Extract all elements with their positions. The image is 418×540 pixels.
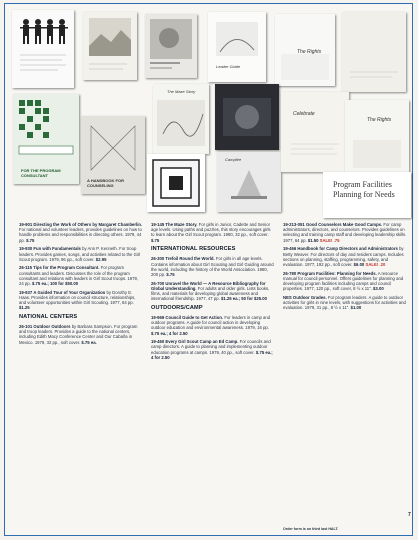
catalog-entry <box>283 222 409 243</box>
item-title: Handbook for Camp Directors and Administrators <box>297 246 398 252</box>
cover-campfire <box>217 152 281 212</box>
item-price: $1.25 ea.; 50 for $25.00 <box>220 296 268 302</box>
cover-celebrate <box>281 92 349 172</box>
item-title: Unravel the World — A Resource Bibliography for Global Understanding. <box>151 280 266 291</box>
item-price: $.75 ea.; 4 for 2.50 <box>151 330 188 336</box>
catalog-entry <box>19 246 143 262</box>
item-description: by Barbara Sampson. For program and troop leaders. Provides a guide to the national centers, including Edith Macy Conference Center and Our Cabaña in Mexico. 1979, 32 pp., soft cover. <box>19 324 138 345</box>
cover-silhouettes <box>12 10 74 88</box>
item-description: For camp administrators, directors, and counselors. Provides guidelines on selecting and training camp staff and developing leadership skills. 1977, 64 pp. <box>283 222 407 243</box>
landscape-image-icon <box>83 12 137 80</box>
item-code: 19-937 <box>19 289 33 295</box>
item-price: $.75 <box>26 237 35 243</box>
cover-title: A HANDBOOK FOR COUNSELING <box>87 178 124 188</box>
item-title: Directing the Work of Others by Margaret Chamberlin. <box>33 222 143 227</box>
cover-program-facilities <box>323 172 411 218</box>
cover-handbook <box>81 116 145 194</box>
item-title: Program Facilities: Planning for Needs. <box>297 270 377 276</box>
section-heading: OUTDOORS/CAMP <box>151 304 203 311</box>
item-code: 26-300 <box>151 256 165 262</box>
item-code: 19-930 <box>19 246 33 252</box>
item-price: $.75 <box>166 271 175 277</box>
cover-title: Campfire <box>225 157 242 162</box>
item-price: $.75 ea.; 100 for $50.00 <box>32 281 79 287</box>
cover-title: The Rights <box>297 49 322 55</box>
cover-plain <box>342 12 406 92</box>
item-title: Outdoor Outdoors <box>33 324 71 330</box>
column-middle <box>151 222 275 364</box>
item-title: Every Girl Scout Camp an Ed Camp. <box>165 339 239 345</box>
document-icon <box>281 92 349 172</box>
item-price: $.75 ea. <box>81 339 97 345</box>
item-description: by Dorothy E. Haas. Provides information on council structure, relationships, and volunteer opportunities within Girl Scouting. 1977, 64 pp. <box>19 289 136 306</box>
item-price: $6.00 <box>353 261 365 267</box>
column-left <box>19 222 143 348</box>
cover-rights <box>275 14 335 86</box>
cover-maze-story <box>153 84 209 154</box>
sale-price: SALE! .75 <box>319 237 340 243</box>
catalog-entry <box>151 256 275 277</box>
document-icon <box>345 100 409 180</box>
item-code: 19-969 <box>151 314 165 320</box>
item-code: 26-101 <box>19 324 33 330</box>
catalog-entry <box>283 295 409 311</box>
abstract-image-icon <box>215 84 279 150</box>
item-code: 19-145 <box>151 222 165 227</box>
item-description: by Betty Weaver. For directors of day and resident camps. Includes sections on planning, staffing, programming, safety, and evaluation. 1977, 192 pp., soft cover. <box>283 246 404 267</box>
column-right <box>283 222 409 314</box>
catalog-entry <box>19 324 143 345</box>
page-number: 7 <box>408 512 411 518</box>
catalog-entry <box>151 339 275 360</box>
item-description: by Ann P. Kenneth. For troop leaders. Provides games, songs, and activities related to the Girl Scout program. 1979, 96 pp., soft cover. <box>19 246 141 262</box>
item-description: For leaders in camp and outdoor programs. A guide for council action in developing outdoor education and environmental awareness. 1979, 16 pp. <box>151 314 271 331</box>
item-title: Council Guide to Get Action. <box>165 314 224 320</box>
photo-image-icon <box>145 14 197 78</box>
cover-title: FOR THE PROGRAM CONSULTANT <box>21 168 61 178</box>
catalog-entry <box>283 246 409 267</box>
item-description: For adults and older girls. Lists books, films, and materials for developing global awareness and international friendship. 1977, 47 pp. <box>151 285 270 302</box>
illustration-icon <box>153 84 209 154</box>
cover-photo <box>145 14 197 78</box>
cover-title: Celebrate <box>293 111 315 117</box>
section-heading: NATIONAL CENTERS <box>19 314 78 321</box>
document-icon <box>208 12 266 82</box>
cover-leader-guide <box>208 12 266 82</box>
cover-patchwork <box>147 154 205 212</box>
item-description: For program consultants and leaders. Discusses the role of the program consultant and relations with leaders in Girl Scout troops. 1979, 24 pp. <box>19 265 139 287</box>
item-code: 26-700 <box>151 280 165 286</box>
cover-title: The Maze Story <box>167 89 196 94</box>
patchwork-pattern-icon <box>147 154 205 212</box>
catalog-entry <box>19 265 143 286</box>
sale-price: SALE! .20 <box>365 261 386 267</box>
item-price: $.75 <box>151 237 160 243</box>
item-title: A Guided Tour of Your Organization <box>33 289 106 295</box>
item-price: $1.00 <box>350 305 362 311</box>
document-icon <box>342 12 406 92</box>
cover-title: Program Facilities Planning for Needs <box>333 180 395 199</box>
item-code: 19-901 <box>19 222 33 227</box>
cover-landscape <box>83 12 137 80</box>
item-title: The Maze Story. <box>165 222 198 227</box>
catalog-entry <box>19 290 143 311</box>
item-code: 26-115 <box>19 265 32 271</box>
item-description: For girls in all age levels. Contains information about Girl Scouting and Girl Guiding around the world, including the history of the World Association. 1980, 200 pp. <box>151 256 274 277</box>
item-price: $3.00 <box>373 286 384 292</box>
item-title: Good Counselors Make Good Camps. <box>305 222 383 227</box>
cover-program-consultant <box>13 94 79 184</box>
order-form-note: Order form is on third last HALT. <box>283 527 339 531</box>
catalog-entry <box>151 281 275 302</box>
people-silhouette-icon <box>12 10 74 88</box>
item-description: For councils and camp directors. A guide to planning and implementing outdoor education programs at camps. 1979, 40 pp., soft cover. <box>151 339 271 355</box>
item-description: For national and volunteer leaders, provides guidelines on how to handle problems and responsibilities in directing others. 1979, 44 pp. <box>19 227 142 243</box>
cover-dark <box>215 84 279 150</box>
item-title: Fun with Fundamentals <box>33 246 81 252</box>
cover-title: The Rights <box>367 117 392 123</box>
item-description: For program leaders. A guide to outdoor activities for girls in nine levels, with suggestions for activities and evaluation. 1979, 31 pp., 8 ½ x 11". <box>283 294 406 311</box>
item-code: 19-213-051 <box>283 222 305 227</box>
item-price: $1.25 <box>19 305 30 311</box>
catalog-entry <box>283 271 409 292</box>
item-title: Trefoil Round the World. <box>165 256 215 262</box>
item-code: 19-466 <box>283 246 297 252</box>
catalog-page <box>4 3 413 536</box>
catalog-entry <box>151 222 275 243</box>
item-title: Tips for the Program Consultant. <box>33 265 100 271</box>
item-code: 26-780 <box>283 270 297 276</box>
item-price: $.75 ea.; 4 for 2.50 <box>151 349 273 360</box>
catalog-entry <box>151 315 275 336</box>
cover-rights-2 <box>345 100 409 180</box>
item-description: A resource manual for council personnel. Offers guidelines for planning and developing program facilities including camps and council properties. 1977, 120 pp., soft cover, 8 ½ x 11". <box>283 270 404 292</box>
item-description: For girls in Junior, Cadette and Senior age levels. Using paths and puzzles, this story encourages girls to learn about the Girl Scout program. 1980, 32 pp., soft cover. <box>151 222 271 238</box>
item-price: $2.95 <box>95 256 107 262</box>
catalog-entry <box>19 222 143 243</box>
item-code: 19-460 <box>151 339 165 345</box>
section-heading: INTERNATIONAL RESOURCES <box>151 246 236 253</box>
item-price: $1.50 <box>307 237 319 243</box>
cover-title: Leader Guide <box>216 64 241 69</box>
item-title: NES Outdoor Grades. <box>283 294 327 300</box>
